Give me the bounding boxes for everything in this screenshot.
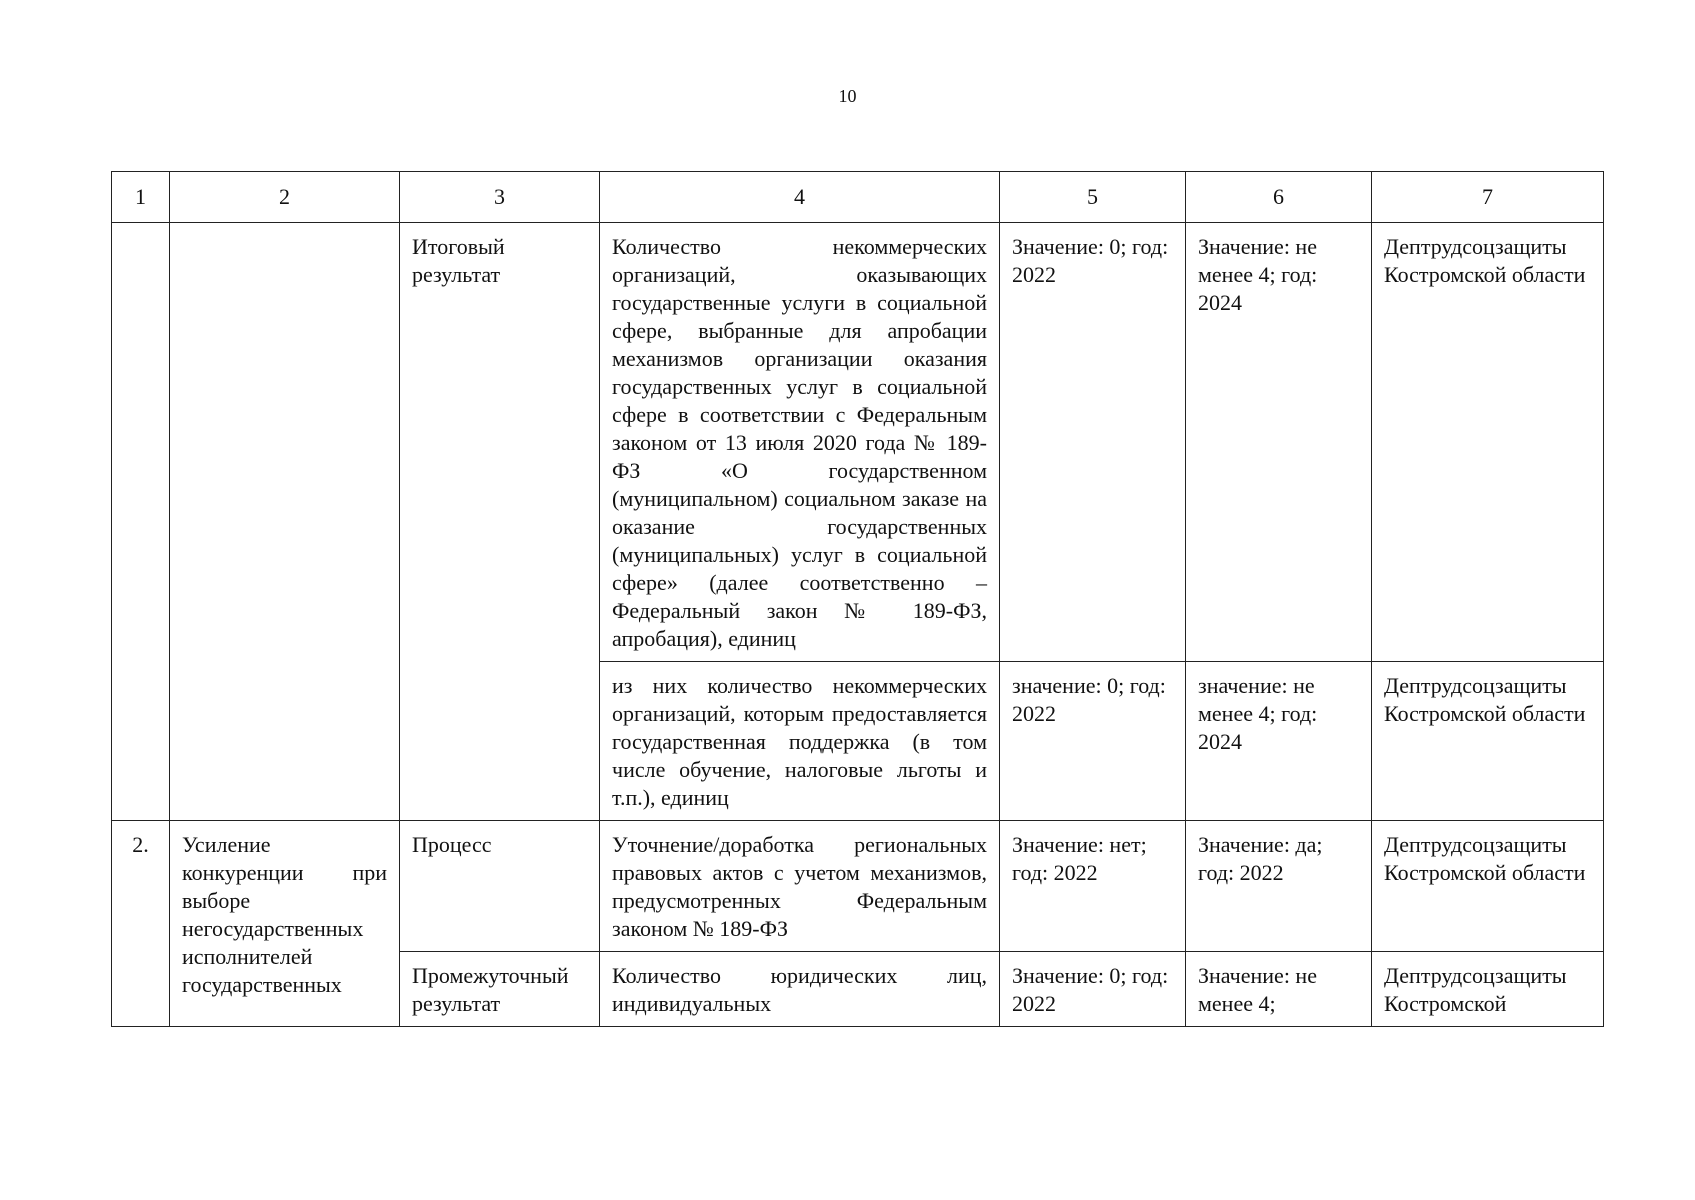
header-cell-4: 4 <box>600 172 1000 223</box>
row1-task-cell <box>170 223 400 821</box>
row1-base-value: Значение: 0; год: 2022 <box>1000 223 1186 662</box>
row4-base-value: Значение: 0; год: 2022 <box>1000 952 1186 1027</box>
row3-base-value: Значение: нет; год: 2022 <box>1000 821 1186 952</box>
header-cell-3: 3 <box>400 172 600 223</box>
row2-base-value: значение: 0; год: 2022 <box>1000 662 1186 821</box>
header-cell-5: 5 <box>1000 172 1186 223</box>
row2-responsible: Дептрудсоцзащиты Костромской области <box>1372 662 1604 821</box>
header-cell-2: 2 <box>170 172 400 223</box>
indicators-table <box>111 171 1604 1027</box>
table-row <box>112 821 1604 952</box>
row3-target-value: Значение: да; год: 2022 <box>1186 821 1372 952</box>
row1-target-value: Значение: не менее 4; год: 2024 <box>1186 223 1372 662</box>
row4-result-type: Промежуточный результат <box>400 952 600 1027</box>
row3-indicator: Уточнение/доработка региональных правовых актов с учетом механизмов, предусмотренных Федеральным законом № 189-ФЗ <box>600 821 1000 952</box>
header-cell-1: 1 <box>112 172 170 223</box>
row1-result-type: Итоговый результат <box>400 223 600 821</box>
row3-responsible: Дептрудсоцзащиты Костромской области <box>1372 821 1604 952</box>
row1-number-cell <box>112 223 170 821</box>
header-row <box>112 172 1604 223</box>
page-number: 10 <box>838 86 857 106</box>
row1-indicator: Количество некоммерческих организаций, оказывающих государственные услуги в социальной сфере, выбранные для апробации механизмов организации оказания государственных услуг в социальной сфере в соответствии с Федеральным законом от 13 июля 2020 года № 189-ФЗ «О государственном (муниципальном) социальном заказе на оказание государственных (муниципальных) услуг в социальной сфере» (далее соответственно – Федеральный закон № 189-ФЗ, апробация), единиц <box>600 223 1000 662</box>
row4-indicator: Количество юридических лиц, индивидуальных <box>600 952 1000 1027</box>
header-cell-7: 7 <box>1372 172 1604 223</box>
row1-responsible: Дептрудсоцзащиты Костромской области <box>1372 223 1604 662</box>
row3-number: 2. <box>112 821 170 1027</box>
row2-indicator: из них количество некоммерческих организаций, которым предоставляется государственная поддержка (в том числе обучение, налоговые льготы и т.п.), единиц <box>600 662 1000 821</box>
row3-result-type: Процесс <box>400 821 600 952</box>
row4-responsible: Дептрудсоцзащиты Костромской <box>1372 952 1604 1027</box>
row4-target-value: Значение: не менее 4; <box>1186 952 1372 1027</box>
header-cell-6: 6 <box>1186 172 1372 223</box>
row2-target-value: значение: не менее 4; год: 2024 <box>1186 662 1372 821</box>
row3-task: Усиление конкуренции при выборе негосударственных исполнителей государственных <box>170 821 400 1027</box>
table-row <box>112 223 1604 662</box>
